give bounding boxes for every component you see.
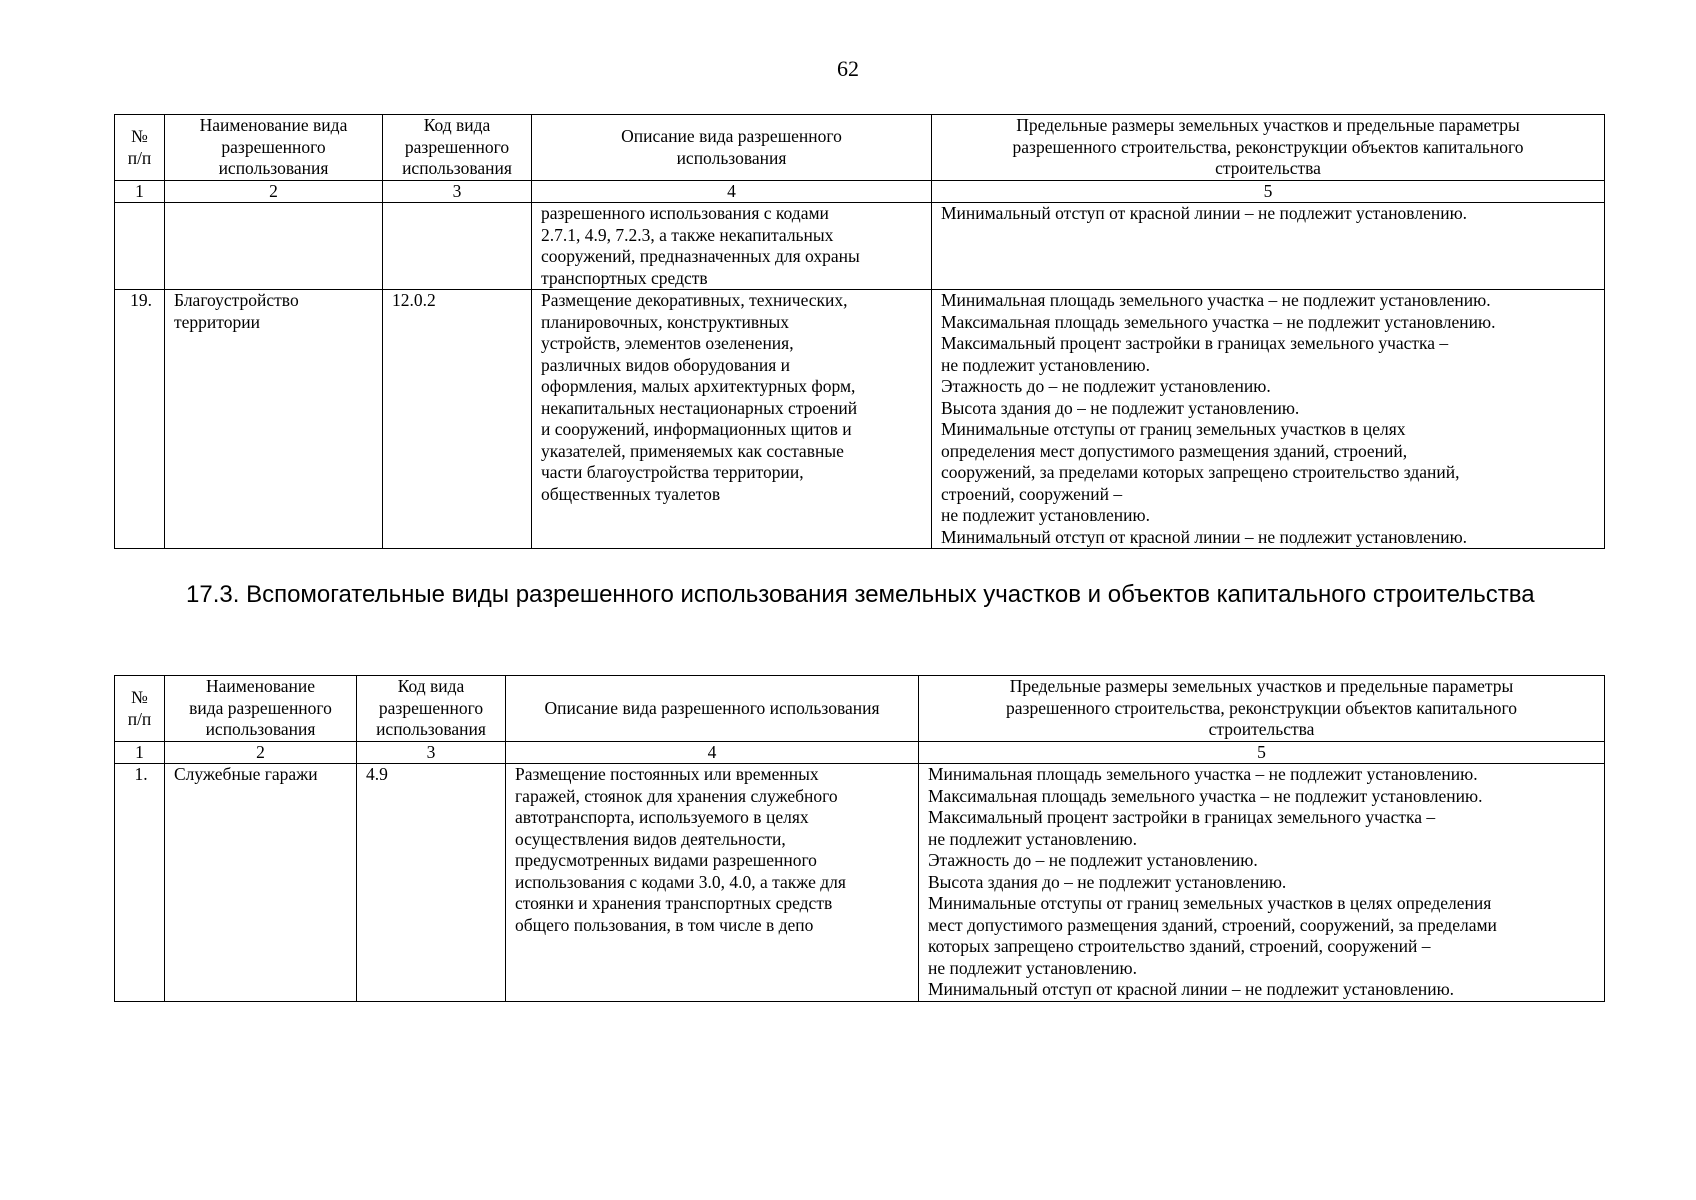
row-usage-code [383, 203, 532, 290]
table-row [115, 203, 1605, 290]
column-number: 2 [165, 181, 383, 203]
header-usage-description: Описание вида разрешенного использования [506, 676, 919, 742]
row-usage-name [165, 203, 383, 290]
section-heading [114, 580, 1612, 610]
table-header-row [115, 115, 1605, 181]
header-usage-name: Наименование вида разрешенного использования [165, 115, 383, 181]
row-usage-code: 4.9 [357, 764, 506, 1002]
column-number: 4 [506, 742, 919, 764]
header-usage-description: Описание вида разрешенного использования [532, 115, 932, 181]
row-parameters: Минимальный отступ от красной линии – не подлежит установлению. [932, 203, 1605, 290]
row-usage-description: разрешенного использования с кодами 2.7.1, 4.9, 7.2.3, а также некапитальных сооружений, предназначенных для охраны транспортных средств [532, 203, 932, 290]
column-number: 5 [919, 742, 1605, 764]
header-number: № п/п [115, 676, 165, 742]
column-number-row [115, 181, 1605, 203]
column-number: 4 [532, 181, 932, 203]
row-usage-description: Размещение декоративных, технических, планировочных, конструктивных устройств, элементов озеленения, различных видов оборудования и оформления, малых архитектурных форм, некапитальных нестационарных строений и сооружений, информационных щитов и указателей, применяемых как составные части благоустройства территории, общественных туалетов [532, 290, 932, 549]
header-parameters: Предельные размеры земельных участков и предельные параметры разрешенного строительства, реконструкции объектов капитального строительства [919, 676, 1605, 742]
page-number: 62 [837, 56, 859, 81]
row-usage-code: 12.0.2 [383, 290, 532, 549]
column-number: 2 [165, 742, 357, 764]
table-row [115, 290, 1605, 549]
header-usage-code: Код вида разрешенного использования [357, 676, 506, 742]
row-usage-name: Благоустройство территории [165, 290, 383, 549]
header-usage-code: Код вида разрешенного использования [383, 115, 532, 181]
column-number: 3 [383, 181, 532, 203]
row-number [115, 203, 165, 290]
column-number: 1 [115, 742, 165, 764]
table-header-row [115, 676, 1605, 742]
section-title: Вспомогательные виды разрешенного использования земельных участков и объектов капитального строительства [246, 581, 1535, 608]
row-parameters: Минимальная площадь земельного участка – не подлежит установлению. Максимальная площадь земельного участка – не подлежит установлению. Максимальный процент застройки в границах земельного участка – не подлежит установлению. Этажность до – не подлежит установлению. Высота здания до – не подлежит установлению. Минимальные отступы от границ земельных участков в целях определения мест допустимого размещения зданий, строений, сооружений, за пределами которых запрещено строительство зданий, строений, сооружений – не подлежит установлению. Минимальный отступ от красной линии – не подлежит установлению. [919, 764, 1605, 1002]
section-number: 17.3. [186, 581, 240, 608]
header-parameters: Предельные размеры земельных участков и предельные параметры разрешенного строительства, реконструкции объектов капитального строительства [932, 115, 1605, 181]
row-number: 1. [115, 764, 165, 1002]
row-number: 19. [115, 290, 165, 549]
row-usage-name: Служебные гаражи [165, 764, 357, 1002]
row-parameters: Минимальная площадь земельного участка – не подлежит установлению. Максимальная площадь земельного участка – не подлежит установлению. Максимальный процент застройки в границах земельного участка – не подлежит установлению. Этажность до – не подлежит установлению. Высота здания до – не подлежит установлению. Минимальные отступы от границ земельных участков в целях определения мест допустимого размещения зданий, строений, сооружений, за пределами которых запрещено строительство зданий, строений, сооружений – не подлежит установлению. Минимальный отступ от красной линии – не подлежит установлению. [932, 290, 1605, 549]
column-number: 5 [932, 181, 1605, 203]
header-usage-name: Наименование вида разрешенного использования [165, 676, 357, 742]
table-row [115, 764, 1605, 1002]
column-number: 1 [115, 181, 165, 203]
row-usage-description: Размещение постоянных или временных гаражей, стоянок для хранения служебного автотранспорта, используемого в целях осуществления видов деятельности, предусмотренных видами разрешенного использования с кодами 3.0, 4.0, а также для стоянки и хранения транспортных средств общего пользования, в том числе в депо [506, 764, 919, 1002]
land-use-table-auxiliary [114, 675, 1605, 1002]
land-use-table-main [114, 114, 1605, 549]
column-number: 3 [357, 742, 506, 764]
column-number-row [115, 742, 1605, 764]
header-number: № п/п [115, 115, 165, 181]
